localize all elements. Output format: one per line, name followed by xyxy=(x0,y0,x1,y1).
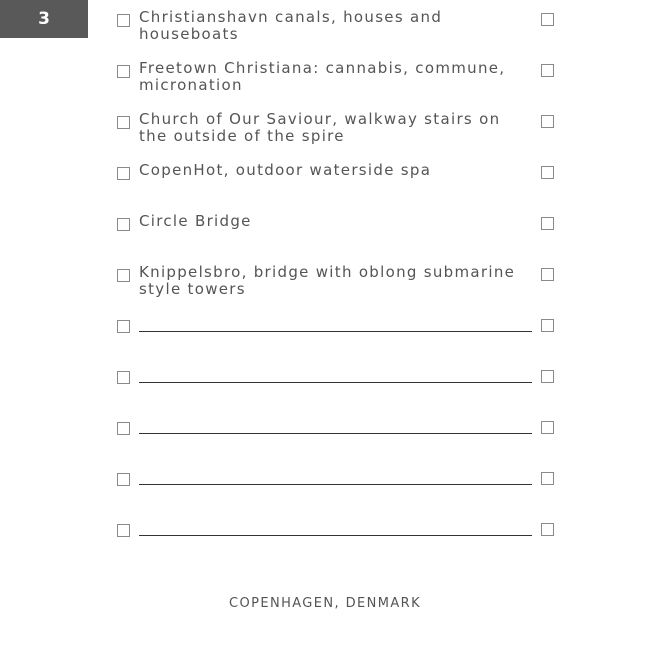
checkbox-right[interactable] xyxy=(541,166,554,179)
write-in-line[interactable] xyxy=(139,535,532,536)
checkbox-left[interactable] xyxy=(117,320,130,333)
checklist-item-label: Church of Our Saviour, walkway stairs on the outside of the spire xyxy=(139,110,501,145)
checkbox-right[interactable] xyxy=(541,64,554,77)
checklist-item-label: Knippelsbro, bridge with oblong submarine style towers xyxy=(139,263,516,298)
checklist-row xyxy=(0,212,650,266)
checkbox-left[interactable] xyxy=(117,116,130,129)
checklist-row xyxy=(0,110,650,164)
checklist-item-label: CopenHot, outdoor waterside spa xyxy=(139,161,432,179)
checklist-row-blank xyxy=(0,318,650,368)
write-in-line[interactable] xyxy=(139,484,532,485)
checklist-row-blank xyxy=(0,369,650,419)
checkbox-left[interactable] xyxy=(117,524,130,537)
checklist-item-label: Christianshavn canals, houses and houseboats xyxy=(139,8,443,43)
checkbox-right[interactable] xyxy=(541,370,554,383)
write-in-line[interactable] xyxy=(139,331,532,332)
checklist-item-label: Circle Bridge xyxy=(139,212,252,230)
checkbox-right[interactable] xyxy=(541,115,554,128)
checkbox-right[interactable] xyxy=(541,13,554,26)
checkbox-left[interactable] xyxy=(117,269,130,282)
checklist-row xyxy=(0,59,650,113)
checkbox-right[interactable] xyxy=(541,217,554,230)
checklist-row xyxy=(0,8,650,62)
checkbox-right[interactable] xyxy=(541,319,554,332)
checkbox-right[interactable] xyxy=(541,421,554,434)
checkbox-right[interactable] xyxy=(541,268,554,281)
checkbox-left[interactable] xyxy=(117,167,130,180)
write-in-line[interactable] xyxy=(139,382,532,383)
checklist-row-blank xyxy=(0,420,650,470)
checkbox-left[interactable] xyxy=(117,371,130,384)
write-in-line[interactable] xyxy=(139,433,532,434)
checkbox-left[interactable] xyxy=(117,422,130,435)
checkbox-left[interactable] xyxy=(117,218,130,231)
page-number: 3 xyxy=(38,9,50,29)
checkbox-left[interactable] xyxy=(117,473,130,486)
checkbox-left[interactable] xyxy=(117,65,130,78)
checkbox-left[interactable] xyxy=(117,14,130,27)
checkbox-right[interactable] xyxy=(541,472,554,485)
checklist-row xyxy=(0,263,650,317)
checklist-row-blank xyxy=(0,522,650,572)
checkbox-right[interactable] xyxy=(541,523,554,536)
checklist-item-label: Freetown Christiana: cannabis, commune, micronation xyxy=(139,59,506,94)
footer-location: COPENHAGEN, DENMARK xyxy=(228,596,422,611)
checklist-row xyxy=(0,161,650,215)
checklist-row-blank xyxy=(0,471,650,521)
